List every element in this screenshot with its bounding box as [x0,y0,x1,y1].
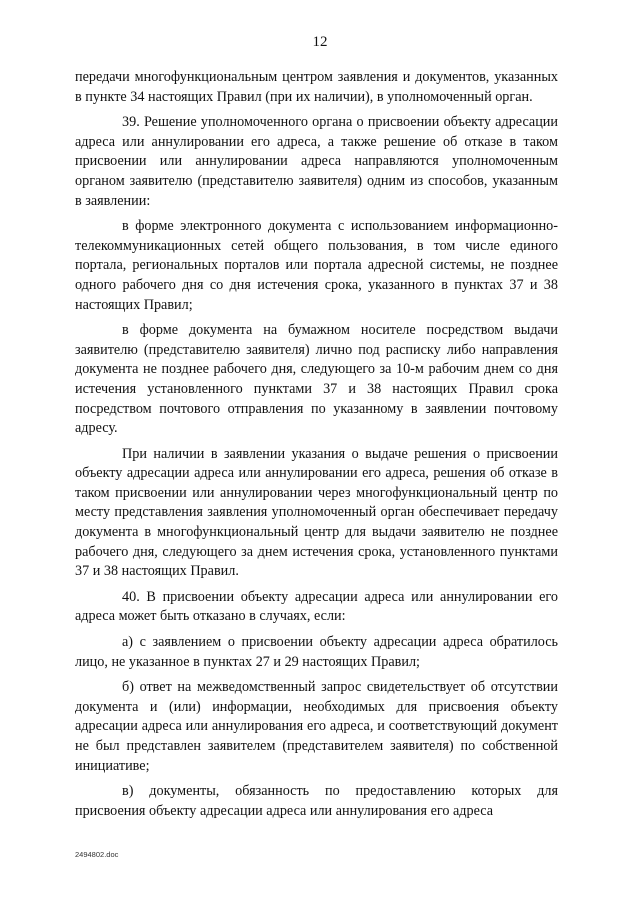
page-number: 12 [312,34,328,50]
list-item-a: а) с заявлением о присвоении объекту адресации адреса обратилось лицо, не указанное в пунктах 27 и 29 настоящих Правил; [75,634,558,670]
paragraph-electronic-form: в форме электронного документа с использованием информационно-телекоммуникационных сетей общего пользования, в том числе единого портала, региональных порталов или портала адресной системы, не позднее одного рабочего дня со дня истечения срока, указанного в пунктах 37 и 38 настоящих Правил; [75,218,558,313]
footer-document-ref: 2494802.doc [75,850,119,859]
list-item-b: б) ответ на межведомственный запрос свидетельствует об отсутствии документа и (или) информации, необходимых для присвоения объекту адресации адреса или аннулирования его адреса, и соответствующий документ не был представлен заявителем (представителем заявителя) по собственной инициативе; [75,679,558,774]
paragraph-mfc-delivery: При наличии в заявлении указания о выдаче решения о присвоении объекту адресации адреса или аннулировании его адреса, решения об отказе в таком присвоении или аннулировании через многофункциональный центр по месту представления заявления уполномоченный орган обеспечивает передачу документа в многофункциональный центр для выдачи заявителю не позднее рабочего дня, следующего за днем истечения срока, установленного пунктами 37 и 38 настоящих Правил. [75,445,558,580]
list-item-v: в) документы, обязанность по предоставлению которых для присвоения объекту адресации адреса или аннулирования его адреса [75,783,558,819]
paragraph-40: 40. В присвоении объекту адресации адреса или аннулировании его адреса может быть отказано в случаях, если: [75,588,558,625]
paragraph-paper-form: в форме документа на бумажном носителе посредством выдачи заявителю (представителю заявителя) лично под расписку либо направления документа не позднее рабочего дня, следующего за 10-м рабочим днем со дня истечения установленного пунктами 37 и 38 настоящих Правил срока посредством почтового отправления по указанному в заявлении почтовому адресу. [75,322,558,437]
document-body [75,68,558,827]
paragraph-continuation: передачи многофункциональным центром заявления и документов, указанных в пункте 34 настоящих Правил (при их наличии), в уполномоченный орган. [75,69,558,105]
paragraph-39: 39. Решение уполномоченного органа о присвоении объекту адресации адреса или аннулировании его адреса, а также решение об отказе в таком присвоении или аннулировании адреса направляются уполномоченным органом заявителю (представителю заявителя) одним из способов, указанным в заявлении: [75,114,558,209]
